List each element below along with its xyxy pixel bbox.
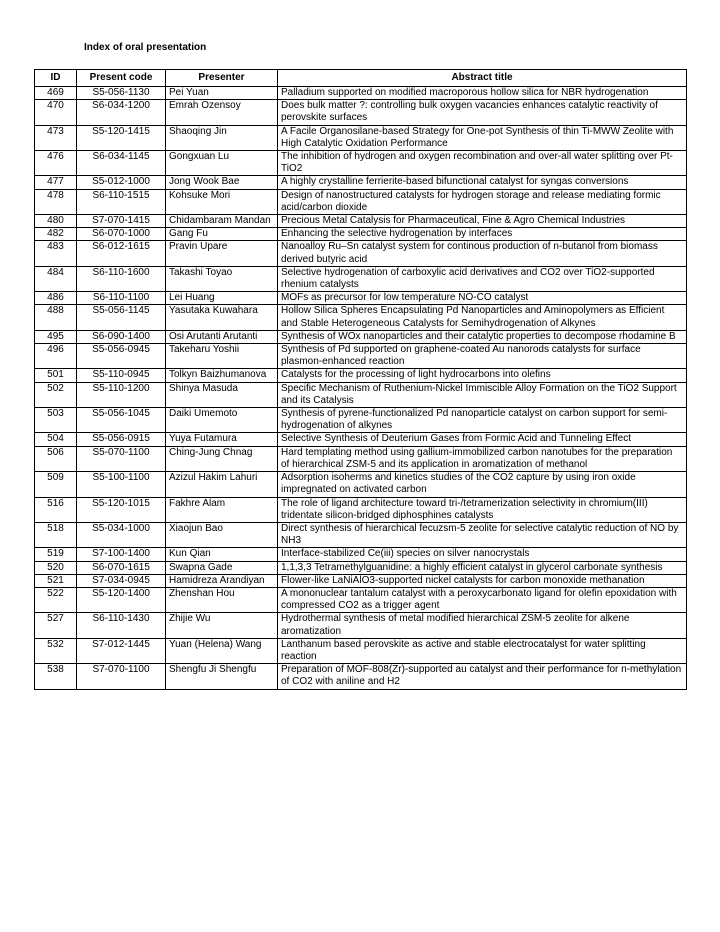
table-row	[35, 574, 687, 587]
cell-present-code: S5-110-1200	[77, 382, 166, 407]
cell-id: 504	[35, 433, 77, 446]
table-row	[35, 330, 687, 343]
cell-id: 520	[35, 561, 77, 574]
cell-presenter: Lei Huang	[166, 292, 278, 305]
cell-abstract-title: Flower-like LaNiAlO3-supported nickel catalysts for carbon monoxide methanation	[278, 574, 687, 587]
presentation-table	[34, 69, 687, 690]
table-body	[35, 87, 687, 690]
table-row	[35, 638, 687, 663]
cell-present-code: S6-110-1600	[77, 266, 166, 291]
cell-present-code: S5-056-0945	[77, 344, 166, 369]
cell-present-code: S6-070-1615	[77, 561, 166, 574]
table-row	[35, 522, 687, 547]
cell-present-code: S5-056-1130	[77, 87, 166, 100]
cell-present-code: S5-056-1145	[77, 305, 166, 330]
cell-abstract-title: Hollow Silica Spheres Encapsulating Pd Nanoparticles and Aminopolymers as Efficient and Stable Heterogeneous Catalysts for Semihydrogenation of Alkynes	[278, 305, 687, 330]
cell-id: 521	[35, 574, 77, 587]
cell-present-code: S5-120-1400	[77, 587, 166, 612]
cell-present-code: S5-070-1100	[77, 446, 166, 471]
cell-abstract-title: Precious Metal Catalysis for Pharmaceutical, Fine & Agro Chemical Industries	[278, 215, 687, 228]
cell-id: 488	[35, 305, 77, 330]
cell-abstract-title: Preparation of MOF-808(Zr)-supported au catalyst and their performance for n-methylation of CO2 with aniline and H2	[278, 664, 687, 689]
cell-presenter: Chidambaram Mandan	[166, 215, 278, 228]
cell-abstract-title: Interface-stabilized Ce(iii) species on silver nanocrystals	[278, 548, 687, 561]
cell-present-code: S5-120-1415	[77, 125, 166, 150]
cell-present-code: S6-034-1200	[77, 100, 166, 125]
table-row	[35, 561, 687, 574]
cell-id: 483	[35, 241, 77, 266]
cell-presenter: Shinya Masuda	[166, 382, 278, 407]
table-row	[35, 87, 687, 100]
table-header-row	[35, 70, 687, 87]
cell-id: 495	[35, 330, 77, 343]
cell-present-code: S5-110-0945	[77, 369, 166, 382]
cell-present-code: S5-100-1100	[77, 472, 166, 497]
cell-present-code: S7-070-1415	[77, 215, 166, 228]
cell-presenter: Hamidreza Arandiyan	[166, 574, 278, 587]
column-header-present-code: Present code	[77, 70, 166, 87]
cell-abstract-title: Direct synthesis of hierarchical fecuzsm-5 zeolite for selective catalytic reduction of NO by NH3	[278, 522, 687, 547]
cell-presenter: Kun Qian	[166, 548, 278, 561]
cell-abstract-title: A Facile Organosilane-based Strategy for One-pot Synthesis of thin Ti-MWW Zeolite with High Catalytic Oxidation Performance	[278, 125, 687, 150]
cell-id: 519	[35, 548, 77, 561]
cell-presenter: Yasutaka Kuwahara	[166, 305, 278, 330]
cell-id: 532	[35, 638, 77, 663]
cell-present-code: S6-034-1145	[77, 151, 166, 176]
cell-presenter: Jong Wook Bae	[166, 176, 278, 189]
cell-id: 538	[35, 664, 77, 689]
cell-id: 522	[35, 587, 77, 612]
cell-abstract-title: The role of ligand architecture toward tri-/tetramerization selectivity in chromium(III) tridentate silicon-bridged diphosphines catalysts	[278, 497, 687, 522]
cell-abstract-title: Selective hydrogenation of carboxylic acid derivatives and CO2 over TiO2-supported rhenium catalysts	[278, 266, 687, 291]
cell-id: 502	[35, 382, 77, 407]
cell-id: 476	[35, 151, 77, 176]
cell-id: 480	[35, 215, 77, 228]
cell-id: 506	[35, 446, 77, 471]
table-row	[35, 292, 687, 305]
table-row	[35, 472, 687, 497]
cell-presenter: Gang Fu	[166, 228, 278, 241]
cell-abstract-title: The inhibition of hydrogen and oxygen recombination and over-all water splitting over Pt-TiO2	[278, 151, 687, 176]
table-row	[35, 344, 687, 369]
cell-id: 527	[35, 613, 77, 638]
cell-id: 469	[35, 87, 77, 100]
cell-present-code: S6-070-1000	[77, 228, 166, 241]
cell-presenter: Tolkyn Baizhumanova	[166, 369, 278, 382]
table-row	[35, 446, 687, 471]
cell-abstract-title: A mononuclear tantalum catalyst with a peroxycarbonato ligand for olefin epoxidation with compressed CO2 as a trigger agent	[278, 587, 687, 612]
table-row	[35, 228, 687, 241]
cell-id: 518	[35, 522, 77, 547]
cell-id: 478	[35, 189, 77, 214]
table-row	[35, 151, 687, 176]
cell-presenter: Yuya Futamura	[166, 433, 278, 446]
cell-presenter: Kohsuke Mori	[166, 189, 278, 214]
cell-present-code: S6-012-1615	[77, 241, 166, 266]
table-row	[35, 305, 687, 330]
cell-abstract-title: MOFs as precursor for low temperature NO-CO catalyst	[278, 292, 687, 305]
cell-abstract-title: Synthesis of Pd supported on graphene-coated Au nanorods catalysts for surface plasmon-enhanced reaction	[278, 344, 687, 369]
cell-id: 470	[35, 100, 77, 125]
cell-id: 473	[35, 125, 77, 150]
cell-abstract-title: A highly crystalline ferrierite-based bifunctional catalyst for syngas conversions	[278, 176, 687, 189]
column-header-abstract-title: Abstract title	[278, 70, 687, 87]
cell-present-code: S5-056-1045	[77, 408, 166, 433]
cell-presenter: Azizul Hakim Lahuri	[166, 472, 278, 497]
cell-abstract-title: Hydrothermal synthesis of metal modified hierarchical ZSM-5 zeolite for alkene aromatization	[278, 613, 687, 638]
cell-id: 509	[35, 472, 77, 497]
cell-presenter: Yuan (Helena) Wang	[166, 638, 278, 663]
cell-presenter: Xiaojun Bao	[166, 522, 278, 547]
cell-present-code: S6-110-1100	[77, 292, 166, 305]
cell-abstract-title: Adsorption isoherms and kinetics studies of the CO2 capture by using iron oxide impregnated on activated carbon	[278, 472, 687, 497]
cell-presenter: Ching-Jung Chnag	[166, 446, 278, 471]
cell-presenter: Pei Yuan	[166, 87, 278, 100]
cell-presenter: Shaoqing Jin	[166, 125, 278, 150]
cell-present-code: S5-012-1000	[77, 176, 166, 189]
cell-present-code: S5-034-1000	[77, 522, 166, 547]
cell-presenter: Zhenshan Hou	[166, 587, 278, 612]
table-row	[35, 587, 687, 612]
cell-present-code: S7-070-1100	[77, 664, 166, 689]
cell-abstract-title: Catalysts for the processing of light hydrocarbons into olefins	[278, 369, 687, 382]
table-row	[35, 215, 687, 228]
cell-abstract-title: Does bulk matter ?: controlling bulk oxygen vacancies enhances catalytic reactivity of perovskite surfaces	[278, 100, 687, 125]
cell-abstract-title: Selective Synthesis of Deuterium Gases from Formic Acid and Tunneling Effect	[278, 433, 687, 446]
cell-abstract-title: Synthesis of pyrene-functionalized Pd nanoparticle catalyst on carbon support for semi-hydrogenation of alkynes	[278, 408, 687, 433]
table-row	[35, 176, 687, 189]
page-title: Index of oral presentation	[84, 42, 207, 53]
cell-id: 501	[35, 369, 77, 382]
cell-abstract-title: Specific Mechanism of Ruthenium-Nickel Immiscible Alloy Formation on the TiO2 Support and its Catalysis	[278, 382, 687, 407]
cell-present-code: S7-034-0945	[77, 574, 166, 587]
cell-presenter: Pravin Upare	[166, 241, 278, 266]
cell-present-code: S7-100-1400	[77, 548, 166, 561]
cell-presenter: Gongxuan Lu	[166, 151, 278, 176]
cell-presenter: Takeharu Yoshii	[166, 344, 278, 369]
table-row	[35, 408, 687, 433]
cell-id: 477	[35, 176, 77, 189]
cell-id: 496	[35, 344, 77, 369]
cell-present-code: S5-120-1015	[77, 497, 166, 522]
table-row	[35, 664, 687, 689]
cell-presenter: Zhijie Wu	[166, 613, 278, 638]
cell-abstract-title: Palladium supported on modified macroporous hollow silica for NBR hydrogenation	[278, 87, 687, 100]
column-header-presenter: Presenter	[166, 70, 278, 87]
cell-abstract-title: 1,1,3,3 Tetramethylguanidine: a highly efficient catalyst in glycerol carbonate synthesis	[278, 561, 687, 574]
cell-id: 486	[35, 292, 77, 305]
table-row	[35, 100, 687, 125]
cell-presenter: Daiki Umemoto	[166, 408, 278, 433]
table-row	[35, 613, 687, 638]
cell-abstract-title: Synthesis of WOx nanoparticles and their catalytic properties to decompose rhodamine B	[278, 330, 687, 343]
cell-id: 516	[35, 497, 77, 522]
table-row	[35, 497, 687, 522]
cell-present-code: S5-056-0915	[77, 433, 166, 446]
table-row	[35, 433, 687, 446]
table-row	[35, 125, 687, 150]
cell-presenter: Swapna Gade	[166, 561, 278, 574]
cell-presenter: Emrah Ozensoy	[166, 100, 278, 125]
cell-id: 503	[35, 408, 77, 433]
cell-abstract-title: Lanthanum based perovskite as active and stable electrocatalyst for water splitting reaction	[278, 638, 687, 663]
cell-abstract-title: Design of nanostructured catalysts for hydrogen storage and release mediating formic acid/carbon dioxide	[278, 189, 687, 214]
cell-present-code: S7-012-1445	[77, 638, 166, 663]
cell-abstract-title: Enhancing the selective hydrogenation by interfaces	[278, 228, 687, 241]
cell-presenter: Shengfu Ji Shengfu	[166, 664, 278, 689]
table-row	[35, 241, 687, 266]
column-header-id: ID	[35, 70, 77, 87]
cell-presenter: Takashi Toyao	[166, 266, 278, 291]
cell-presenter: Fakhre Alam	[166, 497, 278, 522]
table-row	[35, 548, 687, 561]
cell-presenter: Osi Arutanti Arutanti	[166, 330, 278, 343]
cell-abstract-title: Hard templating method using gallium-immobilized carbon nanotubes for the preparation of hierarchical ZSM-5 and its application in aromatization of methanol	[278, 446, 687, 471]
table-row	[35, 189, 687, 214]
cell-abstract-title: Nanoalloy Ru–Sn catalyst system for continous production of n-butanol from biomass derived butyric acid	[278, 241, 687, 266]
cell-present-code: S6-110-1515	[77, 189, 166, 214]
table-row	[35, 382, 687, 407]
cell-present-code: S6-110-1430	[77, 613, 166, 638]
cell-id: 482	[35, 228, 77, 241]
cell-id: 484	[35, 266, 77, 291]
cell-present-code: S6-090-1400	[77, 330, 166, 343]
table-row	[35, 369, 687, 382]
table-row	[35, 266, 687, 291]
